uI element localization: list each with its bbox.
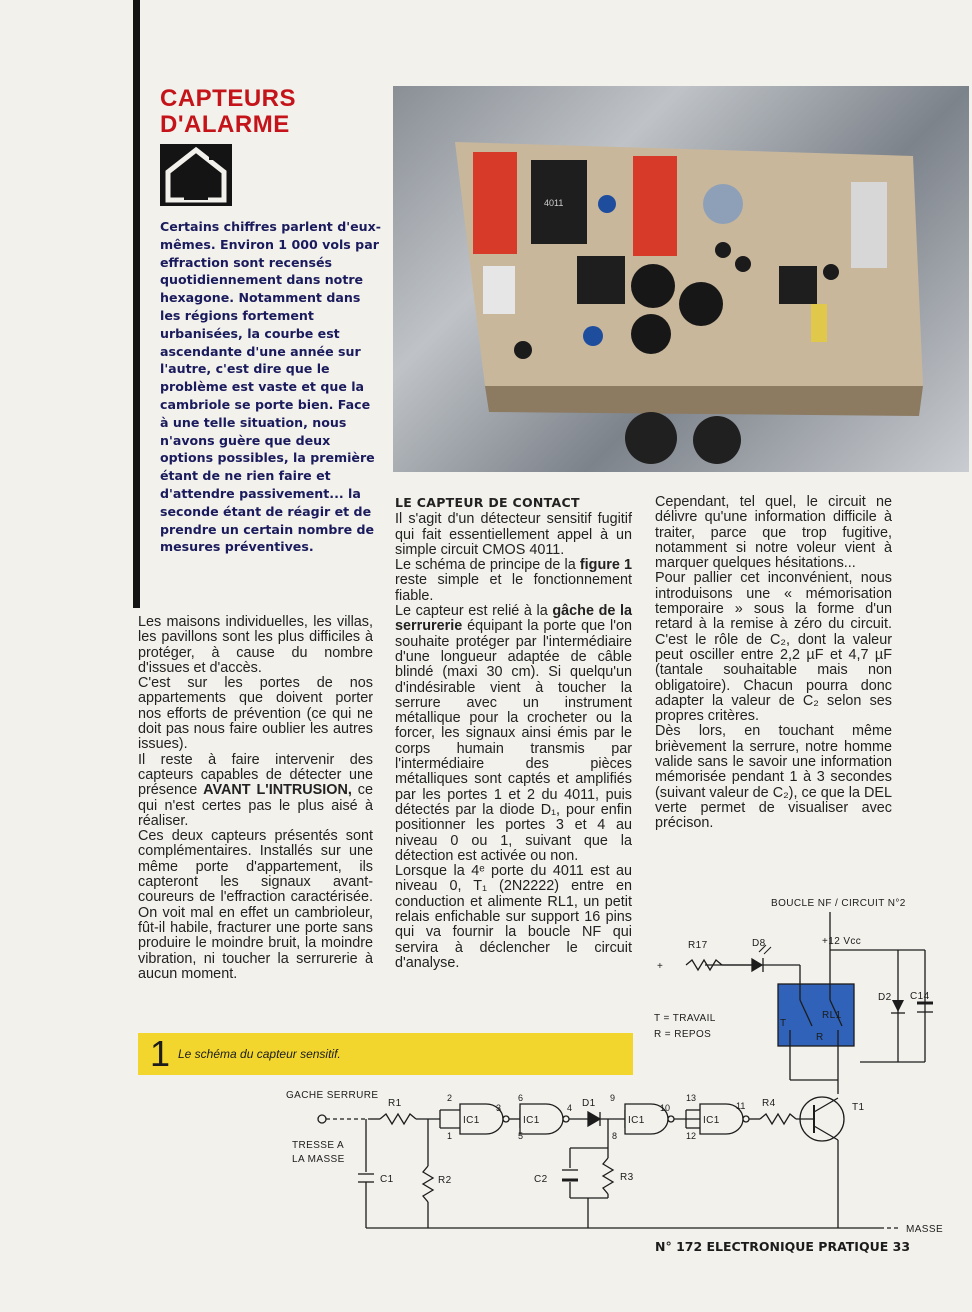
- paragraph: Il reste à faire intervenir des capteurs capables de détecter une présence AVANT L'INTRUSION, ce qui n'est certes pas le plus aisé à réaliser.: [138, 751, 373, 829]
- vcc-label: +12 Vcc: [822, 936, 862, 947]
- d2-label: D2: [878, 992, 892, 1003]
- section-title-line1: CAPTEURS: [160, 85, 297, 112]
- page-footer: N° 172 ELECTRONIQUE PRATIQUE 33: [655, 1239, 911, 1254]
- d1-label: D1: [582, 1098, 596, 1109]
- ic1-gate2-label: IC1: [523, 1115, 540, 1126]
- tresse-label-1: TRESSE A: [292, 1140, 345, 1151]
- r3-label: R3: [620, 1172, 634, 1183]
- paragraph: Cependant, tel quel, le circuit ne délivre qu'une information difficile à traiter, parce que trop fugitive, notamment si notre voleur vient à marquer quelques hésitations...: [655, 494, 892, 572]
- plus-label: +: [657, 961, 664, 972]
- d8-label: D8: [752, 938, 766, 949]
- section-title-line2: D'ALARME: [160, 111, 290, 138]
- intro-text: Certains chiffres parlent d'eux-mêmes. Environ 1 000 vols par effraction sont recensés quotidiennement dans notre hexagone. Notamment dans les régions fortement urbanisées, la courbe est ascendante d'une année sur l'autre, c'est dire que le problème est vaste et que la cambriole se porte bien. Face à une telle situation, nous n'avons guère que deux options possibles, la première étant de ne rien faire et d'attendre passivement... la seconde étant de réagir et de prendre un certain nombre de mesures préventives.: [160, 219, 381, 555]
- figure-caption-text: Le schéma du capteur sensitif.: [178, 1047, 341, 1061]
- paragraph: Ces deux capteurs présentés sont complémentaires. Installés sur une même porte d'appartement, ils capteront les signaux avant-coureurs de l'effraction caractérisée. On voit mal en effet un cambrioleur, fût-il habile, fracturer une porte sans produire le moindre bruit, la moindre vibration, ni toucher la serrurerie à aucun moment.: [138, 828, 373, 982]
- paragraph: Pour pallier cet inconvénient, nous introduisons une « mémorisation temporaire » sous la forme d'un retard à la remise à zéro du circuit. C'est le rôle de C₂, dont la valeur peut osciller entre 2,2 µF et 4,7 µF (tantale souhaitable mais non obligatoire). Chacun pourra donc adapter la valeur de C₂ selon ses propres critères.: [655, 570, 892, 725]
- pin-label: 6: [518, 1093, 524, 1103]
- pin-label: 1: [447, 1131, 453, 1141]
- relay-t-label: T: [780, 1018, 787, 1029]
- paragraph: Les maisons individuelles, les villas, les pavillons sont les plus difficiles à protéger, à cause du nombre d'issues et d'accès.: [138, 614, 373, 676]
- pin-label: 8: [612, 1131, 618, 1141]
- boucle-label: BOUCLE NF / CIRCUIT N°2: [771, 898, 906, 909]
- pin-label: 9: [610, 1093, 616, 1103]
- pin-label: 13: [686, 1093, 697, 1103]
- r2-label: R2: [438, 1175, 452, 1186]
- gache-label: GACHE SERRURE: [286, 1090, 379, 1101]
- paragraph: Il s'agit d'un détecteur sensitif fugitif qui fait essentiellement appel à un simple circuit CMOS 4011.: [395, 511, 632, 558]
- tresse-label-2: LA MASSE: [292, 1154, 345, 1165]
- r1-label: R1: [388, 1098, 402, 1109]
- paragraph: C'est sur les portes de nos appartements que doivent porter nos efforts de prévention (ce qui ne doit pas nous faire oublier les autres issues).: [138, 675, 373, 753]
- pin-label: 10: [660, 1103, 671, 1113]
- travail-label: T = TRAVAIL: [654, 1013, 716, 1024]
- masse-label: MASSE: [906, 1224, 944, 1235]
- photo-chip-label: 4011: [544, 198, 564, 208]
- relay-label: RL1: [822, 1010, 842, 1021]
- c1-label: C1: [380, 1174, 394, 1185]
- r17-label: R17: [688, 940, 708, 951]
- paragraph: Le capteur est relié à la gâche de la serrurerie équipant la porte que l'on souhaite protéger par l'intermédiaire d'une longueur adaptée de câble blindé (maxi 30 cm). Si quelqu'un d'indésirable vient à toucher la serrure avec un instrument métallique pour la crocheter ou la forcer, les signaux ainsi émis par le corps humain transmis par l'intermédiaire des pièces métalliques sont captés et amplifiés par les portes 1 et 2 du 4011, puis détectés par la diode D₁, pour enfin positionner les portes 3 et 4 au niveau 0 ou 1, suivant que la détection est activée ou non.: [395, 603, 632, 864]
- t1-label: T1: [852, 1102, 865, 1113]
- paragraph: Le schéma de principe de la figure 1 reste simple et le fonctionnement fiable.: [395, 557, 632, 604]
- repos-label: R = REPOS: [654, 1029, 712, 1040]
- paragraph: Lorsque la 4ᵉ porte du 4011 est au niveau 0, T₁ (2N2222) entre en conduction et alimente RL1, un petit relais enfichable sur support 16 pins qui va fournir la boucle NF qui servira à déclencher le circuit d'analyse.: [395, 863, 632, 971]
- c14-label: C14: [910, 991, 930, 1002]
- relay-r-label: R: [816, 1032, 824, 1043]
- paragraph: Dès lors, en touchant même brièvement la serrure, notre homme valide sans le savoir une information mémorisée pendant 1 à 3 secondes (suivant valeur de C₂), ce que la DEL verte permet de visualiser avec précison.: [655, 723, 892, 832]
- pin-label: 11: [736, 1101, 746, 1111]
- c2-label: C2: [534, 1174, 548, 1185]
- pin-label: 12: [686, 1131, 697, 1141]
- ic1-gate3-label: IC1: [628, 1115, 645, 1126]
- pin-label: 2: [447, 1093, 453, 1103]
- subsection-heading: LE CAPTEUR DE CONTACT: [395, 495, 580, 510]
- emphasis: AVANT L'INTRUSION,: [203, 782, 352, 799]
- r4-label: R4: [762, 1098, 776, 1109]
- ic1-gate4-label: IC1: [703, 1115, 720, 1126]
- ic1-gate1-label: IC1: [463, 1115, 480, 1126]
- pin-label: 5: [518, 1131, 524, 1141]
- figure-number: 1: [150, 1033, 171, 1074]
- pin-label: 3: [496, 1103, 502, 1113]
- pin-label: 4: [567, 1103, 573, 1113]
